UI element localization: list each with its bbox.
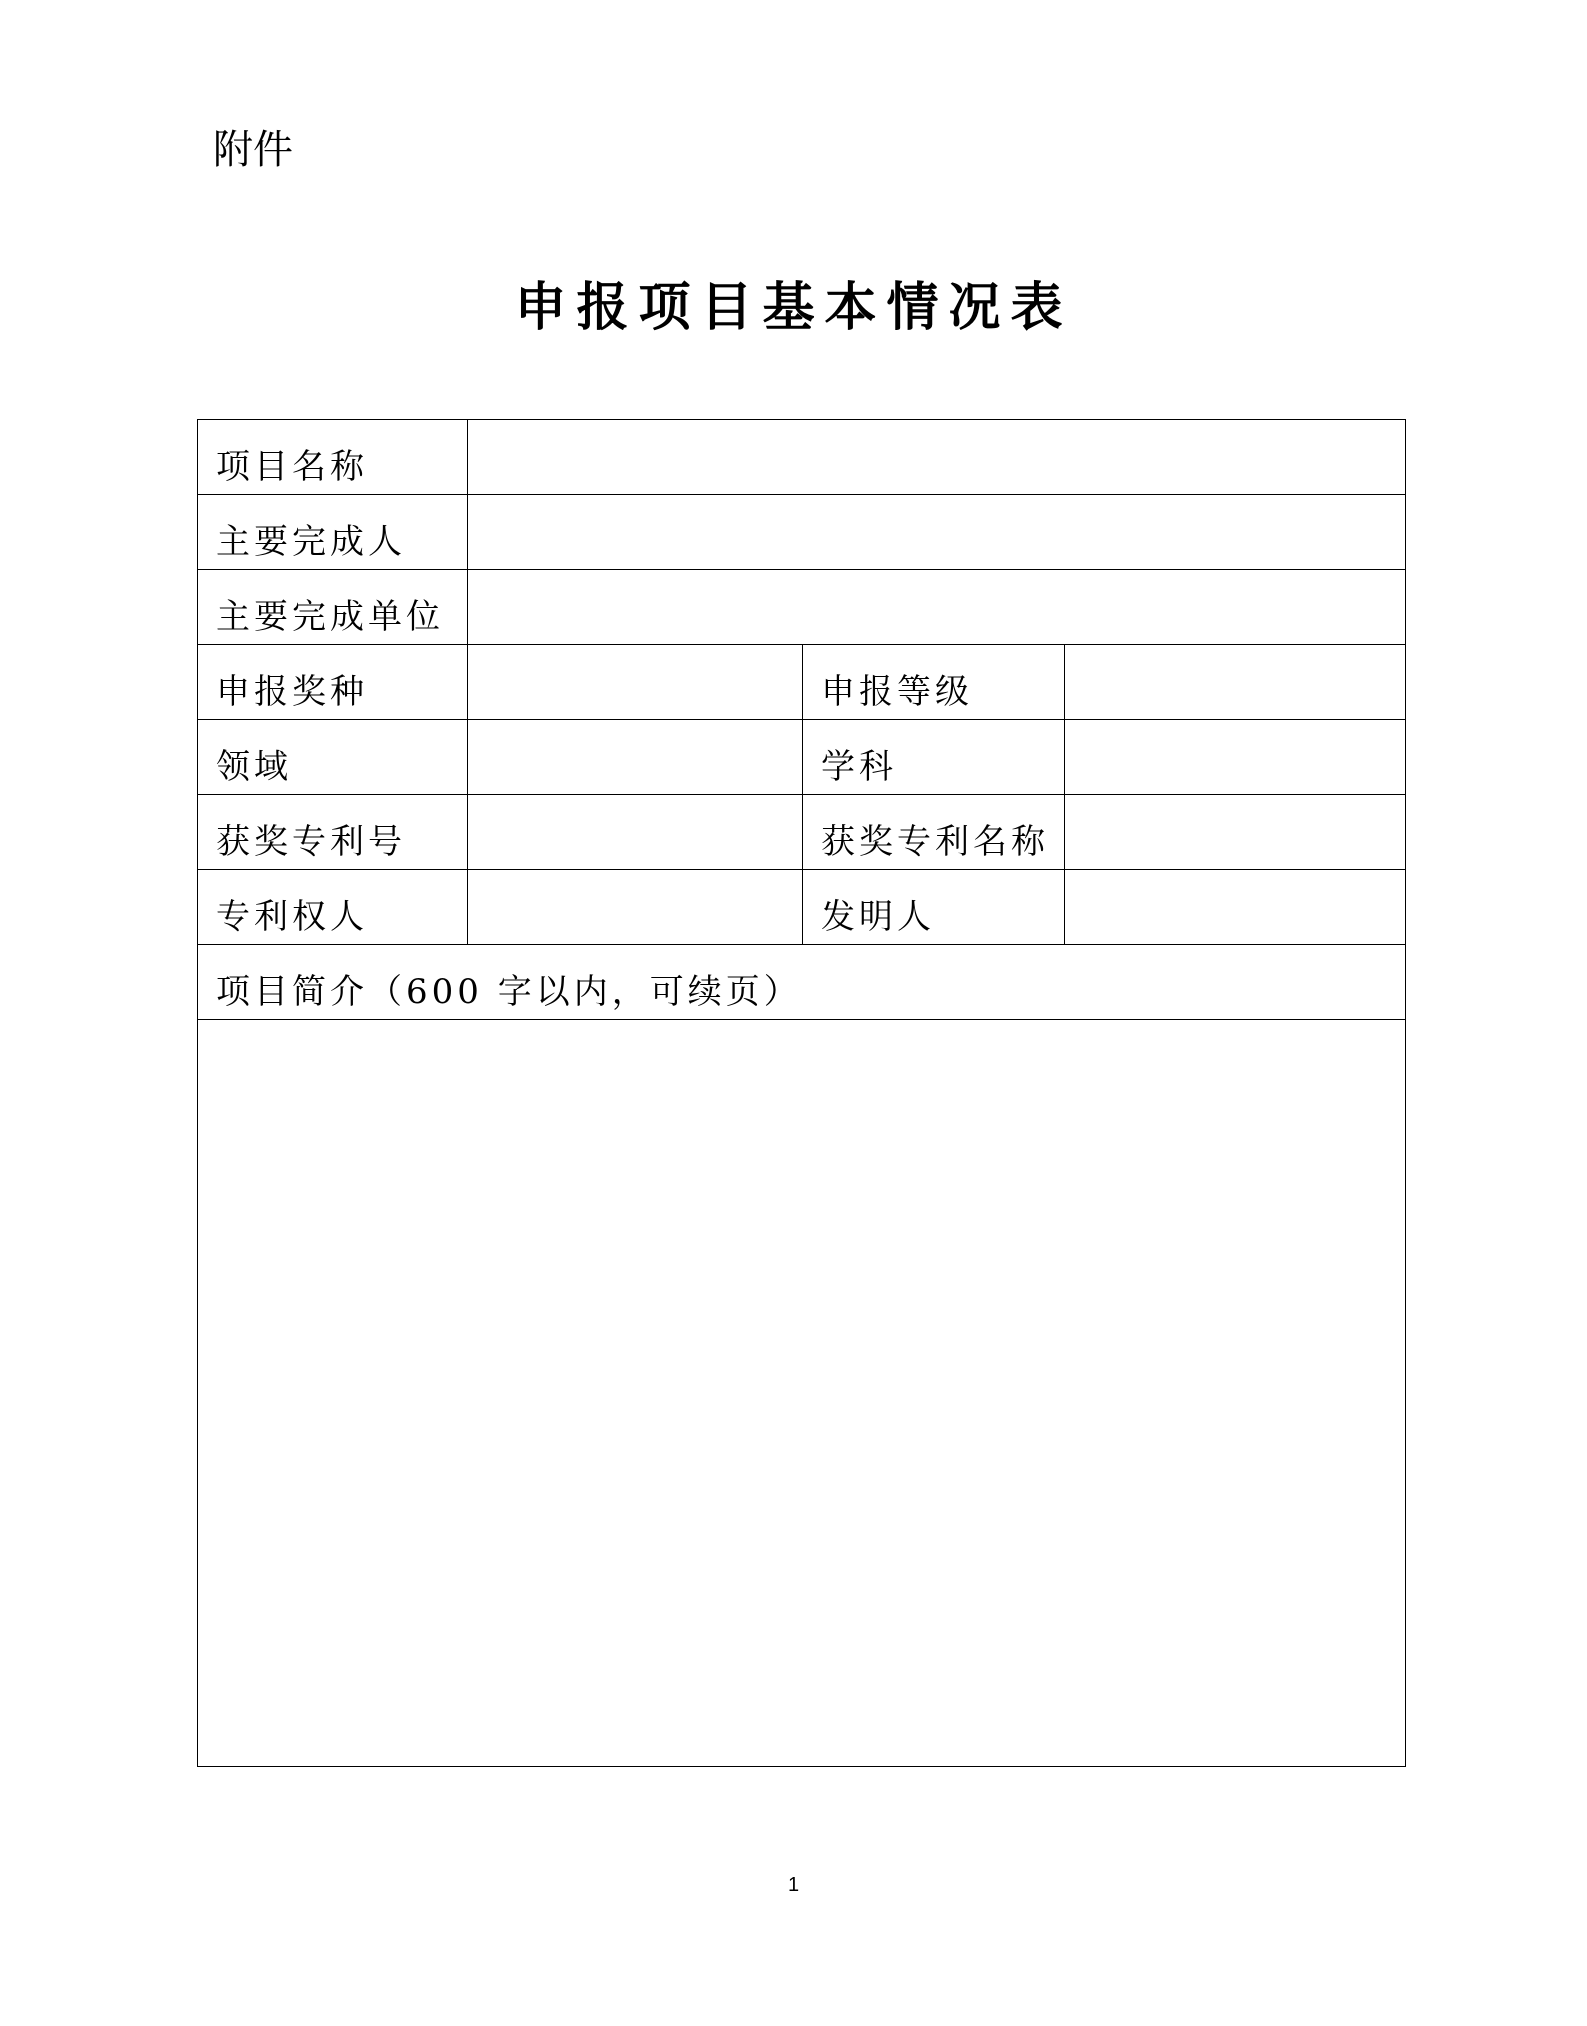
table-row [198,1020,1406,1767]
table-row [198,870,1406,945]
attachment-label: 附件 [213,127,293,173]
patent-number-label: 获奖专利号 [216,822,406,862]
table-row [198,495,1406,570]
discipline-field[interactable] [1065,720,1406,795]
award-type-label: 申报奖种 [216,672,368,712]
discipline-label-cell [803,720,1065,795]
page-title: 申报项目基本情况表 [514,277,1073,338]
summary-label-cell [198,945,1406,1020]
award-level-label: 申报等级 [821,672,973,712]
award-level-field[interactable] [1065,645,1406,720]
field-label: 领域 [216,747,292,787]
project-name-label-cell [198,420,468,495]
project-info-table [197,419,1406,1767]
project-name-field[interactable] [468,420,1406,495]
main-contributors-label-cell [198,495,468,570]
page-number: 1 [787,1874,800,1896]
table-row [198,720,1406,795]
main-contributors-field[interactable] [468,495,1406,570]
patent-name-label-cell [803,795,1065,870]
patent-number-label-cell [198,795,468,870]
table-row [198,795,1406,870]
patent-name-label: 获奖专利名称 [821,822,1049,862]
table-row [198,570,1406,645]
patentee-label-cell [198,870,468,945]
patentee-field[interactable] [468,870,803,945]
project-name-label: 项目名称 [216,447,368,487]
main-units-field[interactable] [468,570,1406,645]
field-label-cell [198,720,468,795]
inventor-label-cell [803,870,1065,945]
patent-name-field[interactable] [1065,795,1406,870]
table-row [198,945,1406,1020]
summary-label: 项目简介（600 字以内，可续页） [216,972,802,1012]
main-contributors-label: 主要完成人 [216,522,406,562]
inventor-label: 发明人 [821,897,935,937]
discipline-label: 学科 [821,747,897,787]
main-units-label: 主要完成单位 [216,597,444,637]
patent-number-field[interactable] [468,795,803,870]
patentee-label: 专利权人 [216,897,368,937]
award-level-label-cell [803,645,1065,720]
main-units-label-cell [198,570,468,645]
award-type-label-cell [198,645,468,720]
table-row [198,420,1406,495]
table-row [198,645,1406,720]
summary-field[interactable] [198,1020,1406,1767]
inventor-field[interactable] [1065,870,1406,945]
field-field[interactable] [468,720,803,795]
award-type-field[interactable] [468,645,803,720]
